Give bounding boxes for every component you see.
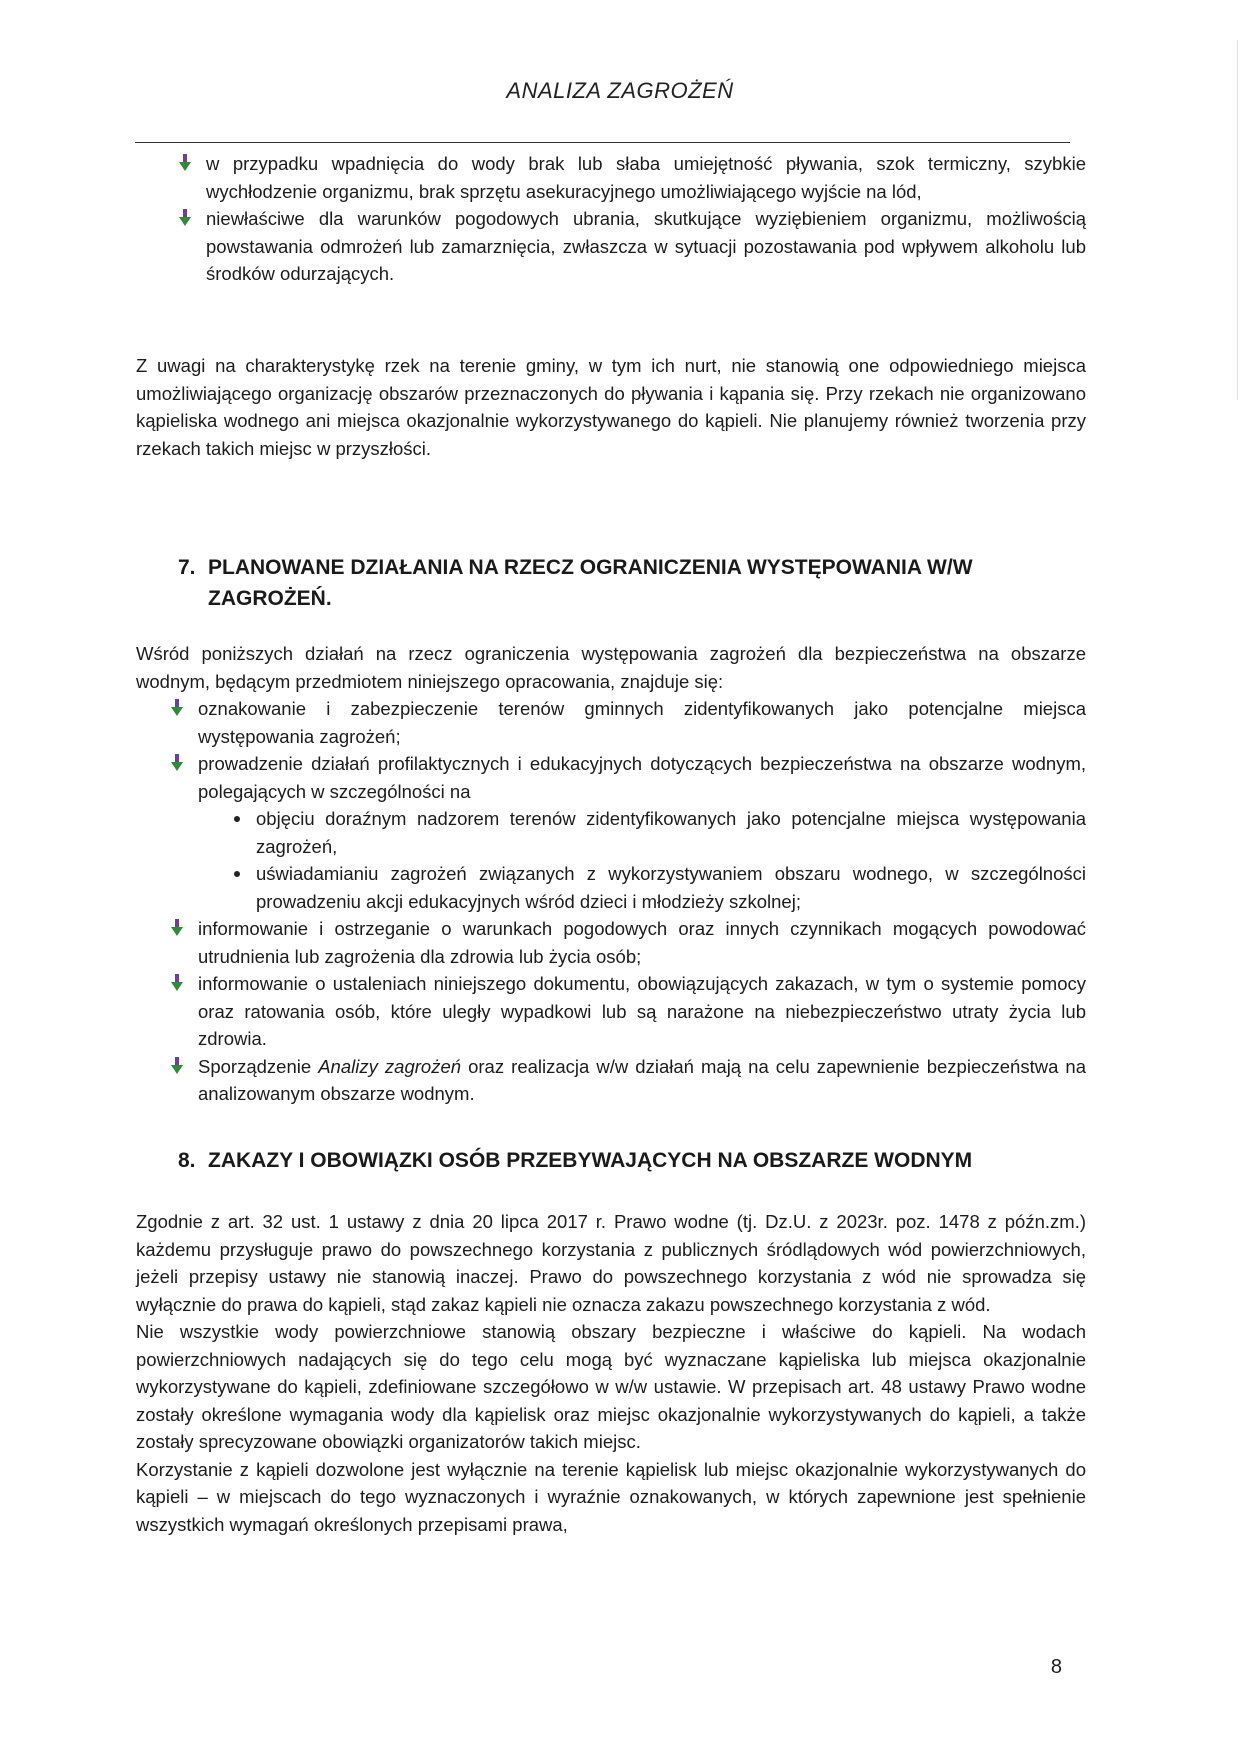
bullet-dot-icon: [234, 816, 240, 822]
green-arrow-bullet-icon: [170, 1056, 184, 1076]
sub-list-item: uświadamianiu zagrożeń związanych z wykorzystywaniem obszaru wodnego, w szczególności prowadzeniu akcji edukacyjnych wśród dzieci i młodzieży szkolnej;: [234, 860, 1086, 915]
header-rule: [135, 142, 1070, 143]
section-8-heading: 8. ZAKAZY I OBOWIĄZKI OSÓB PRZEBYWAJĄCYCH NA OBSZARZE WODNYM: [178, 1149, 973, 1172]
green-arrow-bullet-icon: [170, 973, 184, 993]
green-arrow-bullet-icon: [170, 753, 184, 773]
list-item: w przypadku wpadnięcia do wody brak lub słaba umiejętność pływania, szok termiczny, szybkie wychłodzenie organizmu, brak sprzętu asekuracyjnego umożliwiającego wyjście na lód,: [178, 150, 1086, 205]
section-7-intro: Wśród poniższych działań na rzecz ograniczenia występowania zagrożeń dla bezpieczeństwa na obszarze wodnym, będącym przedmiotem niniejszego opracowania, znajduje się:: [136, 643, 1086, 692]
list-item: informowanie i ostrzeganie o warunkach pogodowych oraz innych czynnikach mogących powodować utrudnienia lub zagrożenia dla zdrowia lub życia osób;: [170, 915, 1086, 970]
list-item: niewłaściwe dla warunków pogodowych ubrania, skutkujące wyziębieniem organizmu, możliwością powstawania odmrożeń lub zamarznięcia, zwłaszcza w sytuacji pozostawania pod wpływem alkoholu lub środków odurzających.: [178, 205, 1086, 288]
bullet-dot-icon: [234, 871, 240, 877]
green-arrow-bullet-icon: [178, 153, 192, 173]
paragraph: Nie wszystkie wody powierzchniowe stanowią obszary bezpieczne i właściwe do kąpieli. Na wodach powierzchniowych nadających się do tego celu mogą być wyznaczane kąpieliska lub miejsca okazjonalnie wykorzystywane do kąpieli, zdefiniowane szczegółowo w w/w ustawie. W przepisach art. 48 ustawy Prawo wodne zostały określone wymagania wody dla kąpielisk oraz miejsc okazjonalnie wykorzystywanych do kąpieli, a także zostały sprecyzowane obowiązki organizatorów takich miejsc.: [136, 1321, 1086, 1452]
green-arrow-bullet-icon: [170, 918, 184, 938]
page-number: 8: [1050, 1656, 1062, 1678]
list-item: oznakowanie i zabezpieczenie terenów gminnych zidentyfikowanych jako potencjalne miejsca występowania zagrożeń;: [170, 695, 1086, 750]
green-arrow-bullet-icon: [178, 208, 192, 228]
paragraph: Zgodnie z art. 32 ust. 1 ustawy z dnia 20 lipca 2017 r. Prawo wodne (tj. Dz.U. z 2023r. poz. 1478 z późn.zm.) każdemu przysługuje prawo do powszechnego korzystania z publicznych śródlądowych wód powierzchniowych, jeżeli przepisy ustawy nie stanowią inaczej. Prawo do powszechnego korzystania z wód nie sprowadza się wyłącznie do prawa do kąpieli, stąd zakaz kąpieli nie oznacza zakazu powszechnego korzystania z wód.: [136, 1211, 1086, 1315]
sub-list-item: objęciu doraźnym nadzorem terenów zidentyfikowanych jako potencjalne miejsca występowania zagrożeń,: [234, 805, 1086, 860]
list-item: prowadzenie działań profilaktycznych i edukacyjnych dotyczących bezpieczeństwa na obszarze wodnym, polegających w szczególności na objęciu doraźnym nadzorem terenów zidentyfikowanych jako potencjalne miejsca występowania zagrożeń, uświadamianiu zagrożeń związanych z wykorzystywaniem obszaru wodnego, w szczególności prowadzeniu akcji edukacyjnych wśród dzieci i młodzieży szkolnej;: [170, 750, 1086, 915]
sub-bullet-list: [198, 805, 1086, 915]
section-7-heading: 7. PLANOWANE DZIAŁANIA NA RZECZ OGRANICZENIA WYSTĘPOWANIA W/W ZAGROŻEŃ.: [178, 556, 973, 610]
actions-bullet-list: [170, 695, 1086, 1108]
hazard-bullet-list: [178, 150, 1086, 288]
rivers-paragraph: Z uwagi na charakterystykę rzek na terenie gminy, w tym ich nurt, nie stanowią one odpowiedniego miejsca umożliwiającego organizację obszarów przeznaczonych do pływania i kąpania się. Przy rzekach nie organizowano kąpieliska wodnego ani miejsca okazjonalnie wykorzystywanego do kąpieli. Nie planujemy również tworzenia przy rzekach takich miejsc w przyszłości.: [136, 355, 1086, 459]
page-header-title: ANALIZA ZAGROŻEŃ: [506, 78, 734, 103]
section-8-body: [136, 1208, 1086, 1538]
green-arrow-bullet-icon: [170, 698, 184, 718]
paragraph: Korzystanie z kąpieli dozwolone jest wyłącznie na terenie kąpielisk lub miejsc okazjonalnie wykorzystywanych do kąpieli – w miejscach do tego wyznaczonych i wyraźnie oznakowanych, w których zapewnione jest spełnienie wszystkich wymagań określonych przepisami prawa,: [136, 1458, 1086, 1535]
document-title-italic: Analizy zagrożeń: [318, 1055, 462, 1077]
list-item: Sporządzenie Analizy zagrożeń oraz realizacja w/w działań mają na celu zapewnienie bezpieczeństwa na analizowanym obszarze wodnym.: [170, 1053, 1086, 1108]
list-item: informowanie o ustaleniach niniejszego dokumentu, obowiązujących zakazach, w tym o systemie pomocy oraz ratowania osób, które uległy wypadkowi lub są narażone na niebezpieczeństwo utraty życia lub zdrowia.: [170, 970, 1086, 1053]
